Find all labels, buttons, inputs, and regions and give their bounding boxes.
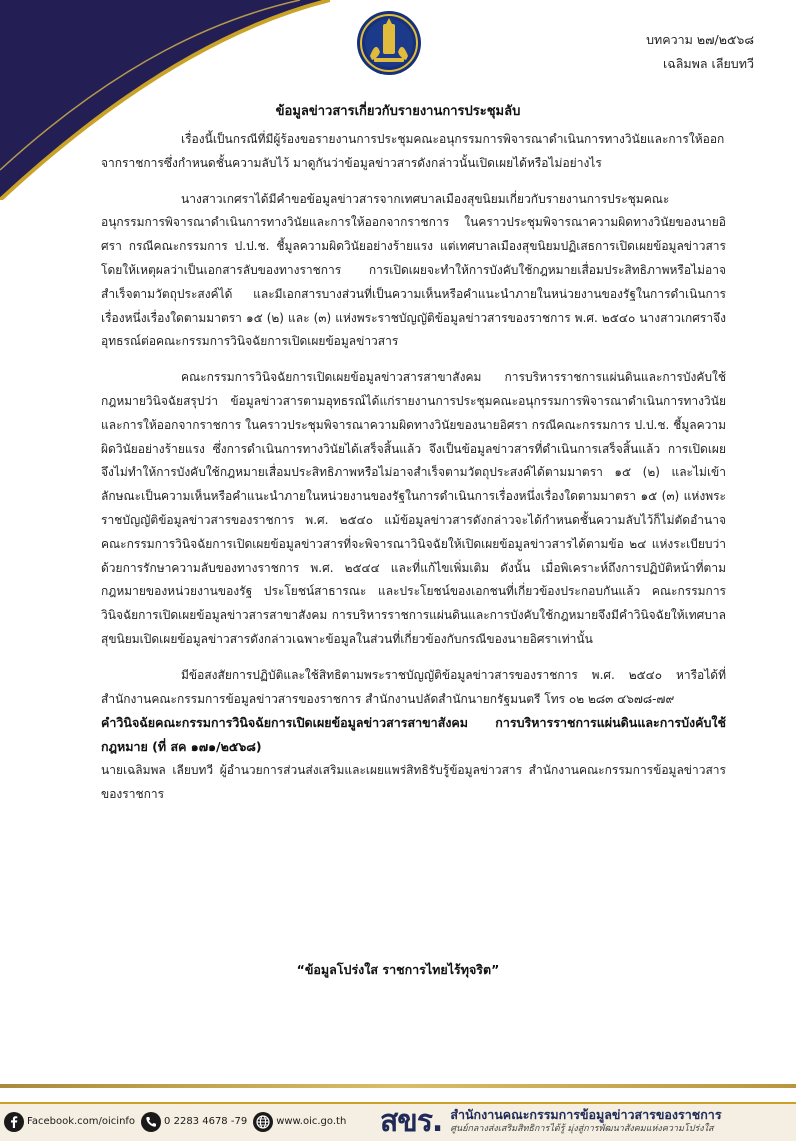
paragraph-ruling: คณะกรรมการวินิจฉัยการเปิดเผยข้อมูลข่าวสารสาขาสังคม การบริหารราชการแผ่นดินและการบังคับใช้กฎหมายวินิจฉัยสรุปว่า ข้อมูลข่าวสารตามอุทธรณ์ได้แก่รายงานการประชุมคณะอนุกรรมการพิจารณาดำเนินการทางวินัยและการให้ออกจากราชการ ในคราวประชุมพิจารณาความผิดทางวินัยของนายอิศรา กรณีคณะกรรมการ ป.ป.ช. ชี้มูลความผิดวินัยอย่างร้ายแรง ซึ่งการดำเนินการทางวินัยได้เสร็จสิ้นแล้ว จึงเป็นข้อมูลข่าวสารที่ดำเนินการเสร็จสิ้นแล้ว การเปิดเผยจึงไม่ทำให้การบังคับใช้กฎหมายเสื่อมประสิทธิภาพหรือไม่อาจสำเร็จตามวัตถุประสงค์ได้ตามมาตรา ๑๕ (๒) และไม่เข้าลักษณะเป็นความเห็นหรือคำแนะนำภายในหน่วยงานของรัฐในการดำเนินการเรื่องหนึ่งเรื่องใดตามมาตรา ๑๕ (๓) แห่งพระราชบัญญัติข้อมูลข่าวสารของราชการ พ.ศ. ๒๕๔๐ แม้ข้อมูลข่าวสารดังกล่าวจะได้กำหนดชั้นความลับไว้ก็ไม่ตัดอำนาจคณะกรรมการวินิจฉัยการเปิดเผยข้อมูลข่าวสารที่จะพิจารณาวินิจฉัยให้เปิดเผยข้อมูลข่าวสารได้ตามข้อ ๒๔ แห่งระเบียบว่าด้วยการรักษาความลับของทางราชการ พ.ศ. ๒๕๔๔ และที่แก้ไขเพิ่มเติม ดังนั้น เมื่อพิเคราะห์ถึงการปฏิบัติหน้าที่ตามกฎหมายของหน่วยงานของรัฐ ประโยชน์สาธารณะ และประโยชน์ของเอกชนที่เกี่ยวข้องประกอบกันแล้ว คณะกรรมการวินิจฉัยการเปิดเผยข้อมูลข่าวสารสาขาสังคม การบริหารราชการแผ่นดินและการบังคับใช้กฎหมายจึงมีคำวินิจฉัยให้เทศบาลสุขนิยมเปิดเผยข้อมูลข่าวสารดังกล่าวเฉพาะข้อมูลในส่วนที่เกี่ยวข้องกับกรณีของนายอิศราเท่านั้น	[101, 370, 726, 646]
facebook-icon	[4, 1112, 24, 1132]
author-line: นายเฉลิมพล เลียบทวี ผู้อำนวยการส่วนส่งเสริมและเผยแพร่สิทธิรับรู้ข้อมูลข่าวสาร สำนักงานคณะกรรมการข้อมูลข่าวสารของราชการ	[101, 762, 726, 801]
footer	[0, 1082, 796, 1141]
footer-contacts	[4, 1112, 352, 1132]
slogan: “ข้อมูลโปร่งใส ราชการไทยไร้ทุจริต”	[296, 962, 500, 977]
org-tagline: ศูนย์กลางส่งเสริมสิทธิการได้รู้ มุ่งสู่การพัฒนาสังคมแห่งความโปร่งใส	[450, 1123, 714, 1134]
phone-icon	[141, 1112, 161, 1132]
article-meta	[646, 28, 754, 76]
footer-brand	[380, 1102, 722, 1141]
article-author: เฉลิมพล เลียบทวี	[662, 56, 754, 71]
org-name: สำนักงานคณะกรรมการข้อมูลข่าวสารของราชการ	[450, 1106, 722, 1122]
website-link[interactable]: www.oic.go.th	[276, 1116, 347, 1127]
paragraph-intro: เรื่องนี้เป็นกรณีที่มีผู้ร้องขอรายงานการประชุมคณะอนุกรรมการพิจารณาดำเนินการทางวินัยและการให้ออกจากราชการซึ่งกำหนดชั้นความลับไว้ มาดูกันว่าข้อมูลข่าวสารดังกล่าวนั้นเปิดเผยได้หรือไม่อย่างไร	[101, 132, 725, 170]
paragraph-request: นางสาวเกศราได้มีคำขอข้อมูลข่าวสารจากเทศบาลเมืองสุขนิยมเกี่ยวกับรายงานการประชุมคณะอนุกรรมการพิจารณาดำเนินการทางวินัยและการให้ออกจากราชการ ในคราวประชุมพิจารณาความผิดทางวินัยของนายอิศรา กรณีคณะกรรมการ ป.ป.ช. ชี้มูลความผิดวินัยอย่างร้ายแรง แต่เทศบาลเมืองสุขนิยมปฏิเสธการเปิดเผยข้อมูลข่าวสารโดยให้เหตุผลว่าเป็นเอกสารลับของทางราชการ การเปิดเผยจะทำให้การบังคับใช้กฎหมายเสื่อมประสิทธิภาพหรือไม่อาจสำเร็จตามวัตถุประสงค์ได้ และมีเอกสารบางส่วนที่เป็นความเห็นหรือคำแนะนำภายในหน่วยงานของรัฐในการดำเนินการเรื่องหนึ่งเรื่องใดตามมาตรา ๑๕ (๒) และ (๓) แห่งพระราชบัญญัติข้อมูลข่าวสารของราชการ พ.ศ. ๒๕๔๐ นางสาวเกศราจึงอุทธรณ์ต่อคณะกรรมการวินิจฉัยการเปิดเผยข้อมูลข่าวสาร	[101, 191, 726, 349]
government-seal	[356, 10, 422, 76]
paragraph-contact: มีข้อสงสัยการปฏิบัติและใช้สิทธิตามพระราชบัญญัติข้อมูลข่าวสารของราชการ พ.ศ. ๒๕๔๐ หารือได้ที่สำนักงานคณะกรรมการข้อมูลข่าวสารของราชการ สำนักงานปลัดสำนักนายกรัฐมนตรี โทร ๐๒ ๒๘๓ ๔๖๗๘-๗๙	[101, 667, 726, 706]
ruling-reference: คำวินิจฉัยคณะกรรมการวินิจฉัยการเปิดเผยข้อมูลข่าวสารสาขาสังคม การบริหารราชการแผ่นดินและการบังคับใช้กฎหมาย (ที่ สค ๑๗๑/๒๕๖๘)	[101, 715, 726, 755]
page-title: ข้อมูลข่าวสารเกี่ยวกับรายงานการประชุมลับ	[275, 104, 521, 119]
facebook-link[interactable]: Facebook.com/oicinfo	[27, 1116, 136, 1127]
article-body	[101, 128, 726, 807]
globe-icon	[253, 1112, 273, 1132]
phone-number: 0 2283 4678 -79	[164, 1116, 248, 1127]
article-number: บทความ ๒๗/๒๕๖๘	[646, 32, 754, 47]
oic-logo: สขร.	[380, 1104, 443, 1139]
